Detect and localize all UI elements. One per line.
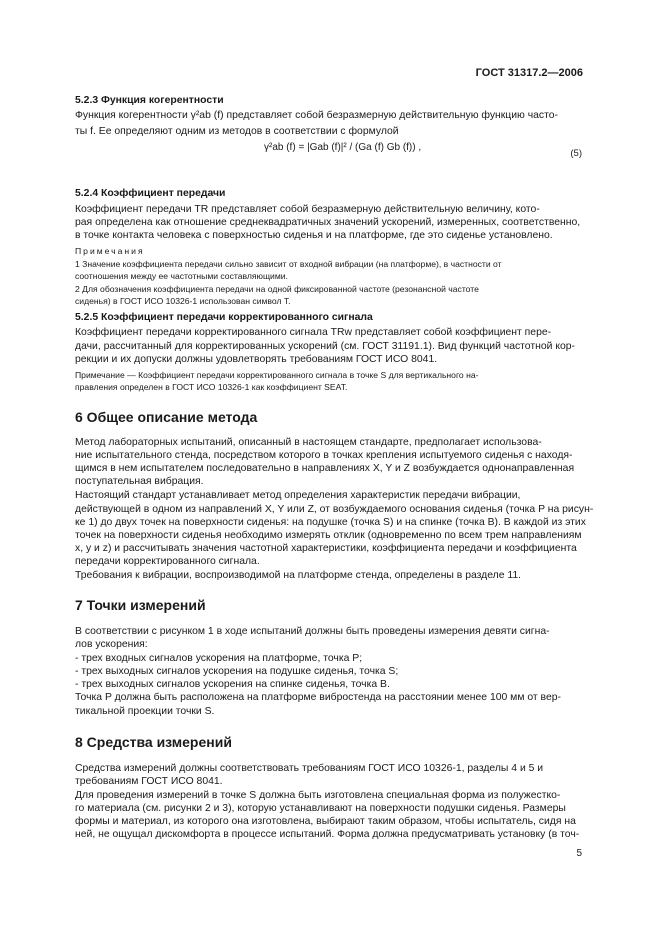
s8-p2-line-2: го материала (см. рисунки 2 и 3), которую устанавливают на поверхности подушки сиденья. Размеры: [75, 803, 566, 814]
s6-p2-line-5: x, y и z) и рассчитывать значения частотной характеристики, коэффициента передачи и коэффициента: [75, 543, 577, 554]
s8-p2-line-4: ней, не ощущал дискомфорта в процессе испытаний. Форма должна предусматривать установку (в точ-: [75, 829, 580, 840]
s7-p2-line-1: Точка P должна быть расположена на платформе вибростенда на расстоянии менее 100 мм от вер-: [75, 692, 561, 703]
s6-p2-line-4: точек на поверхности сиденья необходимо измерять отклик (одновременно по всем трем направлениям: [75, 530, 582, 541]
s6-p1-line-1: Метод лабораторных испытаний, описанный в настоящем стандарте, предполагает использова-: [75, 437, 542, 448]
subsection-5-2-3-title: 5.2.3 Функция когерентности: [75, 95, 224, 106]
note-2-line-1: 2 Для обозначения коэффициента передачи на одной фиксированной частоте (резонансной частоте: [75, 284, 479, 294]
s6-p3: Требования к вибрации, воспроизводимой на платформе стенда, определены в разделе 11.: [75, 570, 522, 581]
s8-p2-line-1: Для проведения измерений в точке S должна быть изготовлена специальная форма из полужестко-: [75, 790, 561, 801]
s525-line-3: рекции и их допуски должны удовлетворять требованиям ГОСТ ИСО 8041.: [75, 354, 438, 365]
s6-p1-line-4: поступательная вибрация.: [75, 476, 204, 487]
s6-p2-line-3: ке 1) до двух точек на поверхности сиденья: на подушке (точка S) и на спинке (точка B). В каждой из этих: [75, 517, 586, 528]
page-number: 5: [576, 848, 582, 859]
s7-p1-line-1: В соответствии с рисунком 1 в ходе испытаний должны быть проведены измерения девяти сигна-: [75, 626, 550, 637]
s523-line-1: Функция когерентности γ²ab (f) представляет собой безразмерную действительную функцию часто-: [75, 110, 559, 121]
note-2-line-2: сиденья) в ГОСТ ИСО 10326-1 использован символ T.: [75, 296, 291, 306]
s523-line-2: ты f. Ее определяют одним из методов в соответствии с формулой: [75, 126, 399, 137]
formula-number: (5): [570, 148, 582, 159]
s6-p2-line-2: действующей в одном из направлений X, Y или Z, от возбуждаемого основания сиденья (точка P на рисун-: [75, 504, 594, 515]
subsection-5-2-5-title: 5.2.5 Коэффициент передачи корректированного сигнала: [75, 312, 373, 323]
s524-line-2: рая определена как отношение среднеквадратичных значений ускорений, измеренных, соответственно,: [75, 217, 581, 228]
s525-line-2: дачи, рассчитанный для корректированных ускорений (см. ГОСТ 31191.1). Вид функций частотной кор-: [75, 341, 576, 352]
s524-line-1: Коэффициент передачи TR представляет собой безразмерную действительную величину, кото-: [75, 204, 540, 215]
s525-line-1: Коэффициент передачи корректированного сигнала TRw представляет собой коэффициент пере-: [75, 327, 552, 338]
s8-p1-line-2: требованиям ГОСТ ИСО 8041.: [75, 776, 223, 787]
section-6-title: 6 Общее описание метода: [75, 409, 258, 425]
s7-item-1: - трех входных сигналов ускорения на платформе, точка P;: [75, 653, 363, 664]
formula-5: γ²ab (f) = |Gab (f)|² / (Ga (f) Gb (f)) ,: [264, 142, 422, 153]
standard-header: ГОСТ 31317.2—2006: [475, 67, 583, 79]
s7-p1-line-2: лов ускорения:: [75, 639, 148, 650]
section-8-title: 8 Средства измерений: [75, 734, 232, 750]
s7-p2-line-2: тикальной проекции точки S.: [75, 706, 215, 717]
subsection-5-2-4-title: 5.2.4 Коэффициент передачи: [75, 188, 226, 199]
notes-title: Примечания: [75, 246, 145, 256]
section-7-title: 7 Точки измерений: [75, 597, 206, 613]
s7-item-3: - трех выходных сигналов ускорения на спинке сиденья, точка B.: [75, 679, 390, 690]
s6-p1-line-2: ние испытательного стенда, посредством которого в точках крепления испытуемого сиденья с находя-: [75, 450, 573, 461]
note-1-line-2: соотношения между ее частотными составляющими.: [75, 271, 288, 281]
s524-line-3: в точке контакта человека с поверхностью сиденья и на платформе, где это сиденье установлено.: [75, 230, 553, 241]
note-1-line-1: 1 Значение коэффициента передачи сильно зависит от входной вибрации (на платформе), в частности от: [75, 259, 502, 269]
s525-note-line-2: правления определен в ГОСТ ИСО 10326-1 как коэффициент SEAT.: [75, 382, 348, 392]
s8-p2-line-3: формы и материал, из которого она изготовлена, выбирают таким образом, чтобы испытатель, сидя на: [75, 816, 576, 827]
s6-p2-line-6: передачи корректированного сигнала.: [75, 556, 260, 567]
s7-item-2: - трех выходных сигналов ускорения на подушке сиденья, точка S;: [75, 666, 399, 677]
s525-note-line-1: Примечание — Коэффициент передачи корректированного сигнала в точке S для вертикального на-: [75, 370, 479, 380]
s6-p2-line-1: Настоящий стандарт устанавливает метод определения характеристик передачи вибрации,: [75, 490, 521, 501]
s8-p1-line-1: Средства измерений должны соответствовать требованиям ГОСТ ИСО 10326-1, разделы 4 и 5 и: [75, 763, 544, 774]
s6-p1-line-3: щимся в нем испытателем последовательно в направлениях X, Y и Z возбуждается однонаправленная: [75, 463, 575, 474]
